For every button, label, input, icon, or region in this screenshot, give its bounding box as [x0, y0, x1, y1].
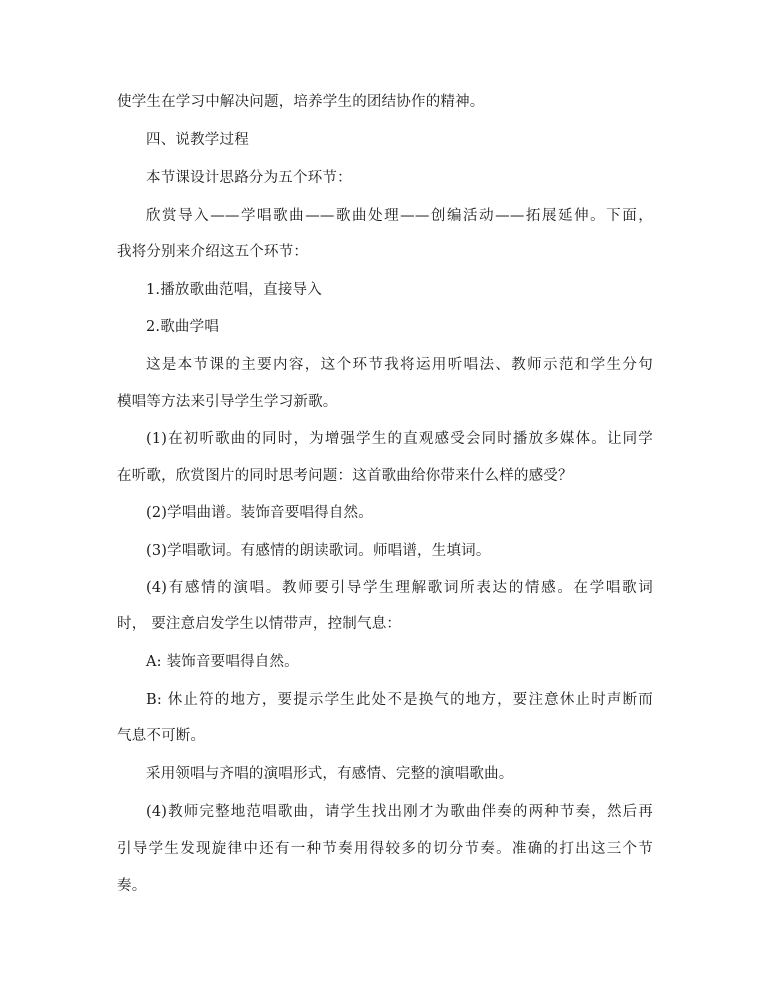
section-heading: 四、说教学过程: [146, 132, 249, 148]
list-item: (2)学唱曲谱。装饰音要唱得自然。: [146, 505, 373, 521]
paragraph-line: 采用领唱与齐唱的演唱形式，有感情、完整的演唱歌曲。: [146, 766, 514, 782]
list-item: A: 装饰音要唱得自然。: [146, 654, 299, 670]
list-item: B: 休止符的地方，要提示学生此处不是换气的地方，要注意休止时声断而: [146, 692, 653, 708]
paragraph-line: 引导学生发现旋律中还有一种节奏用得较多的切分节奏。准确的打出这三个节: [117, 841, 653, 857]
paragraph-line: 我将分别来介绍这五个环节：: [117, 244, 309, 260]
list-item: (3)学唱歌词。有感情的朗读歌词。师唱谱，生填词。: [146, 543, 491, 559]
paragraph-line: 时， 要注意启发学生以情带声，控制气息：: [117, 616, 402, 632]
paragraph-line: 气息不可断。: [117, 728, 206, 744]
paragraph-line: (4)有感情的演唱。教师要引导学生理解歌词所表达的情感。在学唱歌词: [146, 580, 653, 596]
paragraph-line: 奏。: [117, 878, 147, 894]
paragraph-line: 在听歌，欣赏图片的同时思考问题：这首歌曲给你带来什么样的感受？: [117, 468, 573, 484]
list-item: 1.播放歌曲范唱，直接导入: [146, 282, 322, 298]
paragraph-line: 这是本节课的主要内容，这个环节我将运用听唱法、教师示范和学生分句: [146, 357, 653, 373]
paragraph-line: 使学生在学习中解决问题，培养学生的团结协作的精神。: [117, 94, 485, 110]
paragraph-line: 模唱等方法来引导学生学习新歌。: [117, 394, 338, 410]
paragraph-line: (1)在初听歌曲的同时，为增强学生的直观感受会同时播放多媒体。让同学: [146, 431, 653, 447]
paragraph-line: (4)教师完整地范唱歌曲，请学生找出刚才为歌曲伴奏的两种节奏，然后再: [146, 804, 653, 820]
list-item: 2.歌曲学唱: [146, 319, 220, 335]
paragraph-line: 本节课设计思路分为五个环节：: [146, 170, 352, 186]
paragraph-line: 欣赏导入——学唱歌曲——歌曲处理——创编活动——拓展延伸。下面，: [146, 208, 653, 224]
